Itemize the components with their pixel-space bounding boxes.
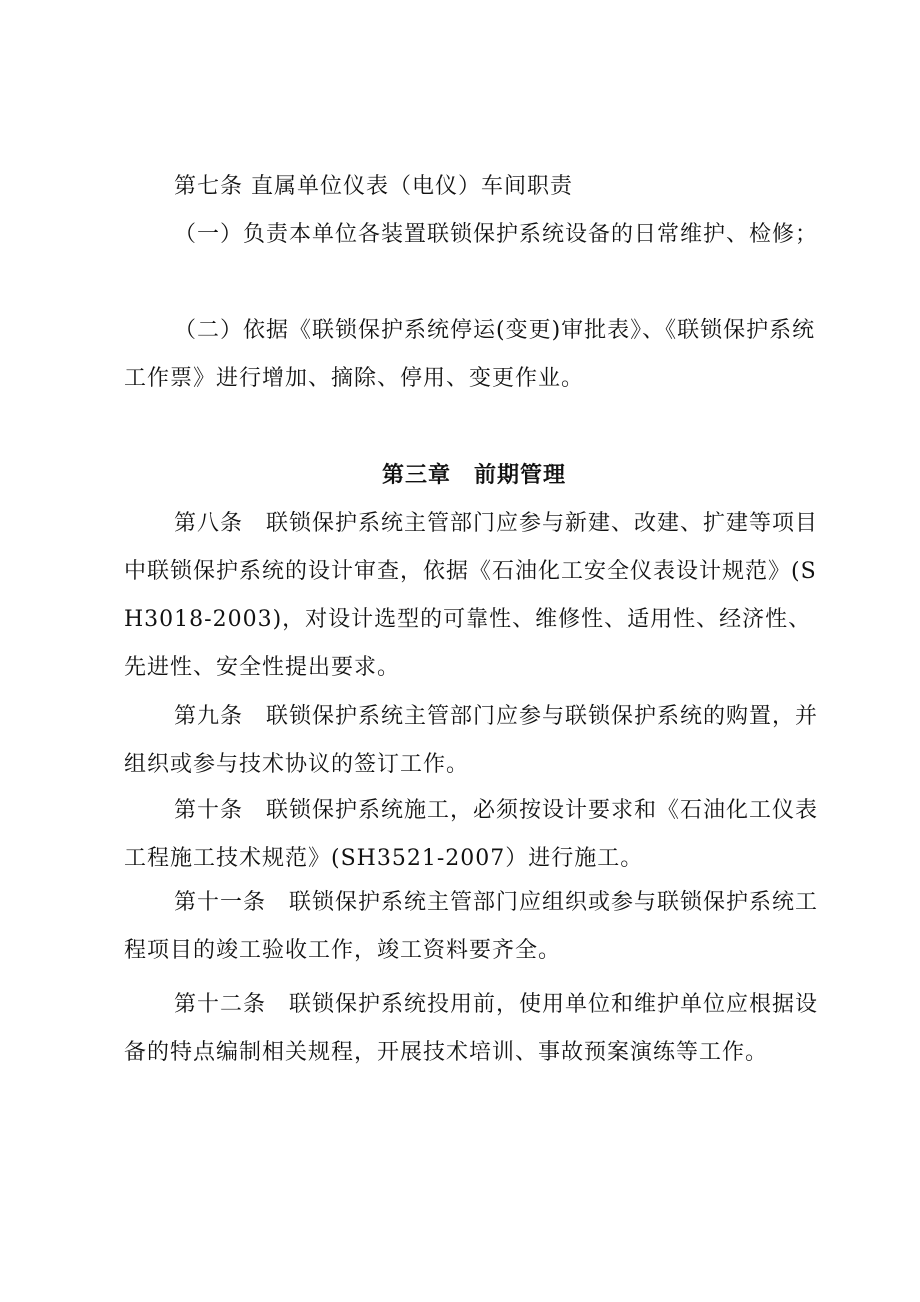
- article-11: 第十一条 联锁保护系统主管部门应组织或参与联锁保护系统工程项目的竣工验收工作，竣工资料要齐全。: [124, 890, 819, 963]
- article-8: 第八条 联锁保护系统主管部门应参与新建、改建、扩建等项目中联锁保护系统的设计审查，依据《石油化工安全仪表设计规范》(SH3018-2003)，对设计选型的可靠性、维修性、适用性、经济性、先进性、安全性提出要求。: [124, 511, 819, 680]
- chapter-3-title: 第三章 前期管理: [381, 463, 566, 488]
- article-7-item-2: （二）依据《联锁保护系统停运(变更)审批表》、《联锁保护系统工作票》进行增加、摘除、停用、变更作业。: [124, 318, 816, 391]
- article-7-heading: 第七条 直属单位仪表（电仪）车间职责: [174, 174, 573, 199]
- article-9: 第九条 联锁保护系统主管部门应参与联锁保护系统的购置，并组织或参与技术协议的签订工作。: [124, 704, 819, 777]
- article-10: 第十条 联锁保护系统施工，必须按设计要求和《石油化工仪表工程施工技术规范》(SH3521-2007）进行施工。: [124, 798, 819, 871]
- article-7-item-1: （一）负责本单位各装置联锁保护系统设备的日常维护、检修；: [174, 222, 819, 247]
- article-12: 第十二条 联锁保护系统投用前，使用单位和维护单位应根据设备的特点编制相关规程，开展技术培训、事故预案演练等工作。: [124, 992, 819, 1065]
